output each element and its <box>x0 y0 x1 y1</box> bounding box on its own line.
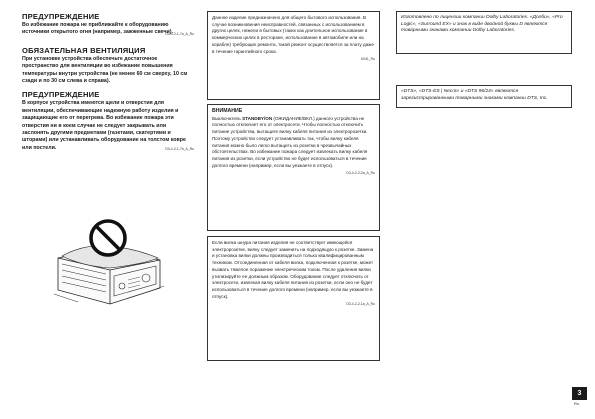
fire-warning-title: ПРЕДУПРЕЖДЕНИЕ <box>22 12 100 21</box>
fire-warning <box>22 12 194 36</box>
ventilation-section <box>22 46 194 86</box>
vent-warning-code: D3-4-2-1-7b_A_Ru <box>165 147 194 152</box>
dts-trademark-text: «DTS», «DTS-ES | Neo:6» и «DTS 96/24» являются зарегистрированными товарными знаками компании DTS, Inc. <box>401 89 548 101</box>
household-use-notice <box>207 11 380 100</box>
vent-warning-text: В корпусе устройства имеются щели и отверстия для вентиляции, обеспечивающие надежную работу изделия и защищающие его от перегрева. Во избежание пожара эти отверстия ни в коем случае не следует закрывать или заслонять другими предметами (газетами, скатертями и шторами) или устанавливать оборудование на толстом ковре или постели. <box>22 100 186 151</box>
fire-warning-code: D3-4-2-1-7a_A_Ru <box>165 31 194 36</box>
plug-replacement-code: D3-4-2-2-1a_A_Ru <box>346 302 375 307</box>
vent-warning-title: ПРЕДУПРЕЖДЕНИЕ <box>22 90 100 100</box>
prohibition-icon <box>91 221 125 255</box>
standby-caution-lead: Выключатель <box>212 115 243 121</box>
standby-caution-body: (ОЖИДАНИЕ/ВКЛ.) данного устройства не полностью отключает его от электросети. Чтобы полностью отключить питание устройства, вытащите вилку кабеля питания из электророзетки. Поэтому устройство следует устанавливать так, чтобы вилку кабеля питания можно было легко вытащить из розетки в чрезвычайных обстоятельствах. Во избежание пожара следует извлекать вилку кабеля питания из розетки, если устройство не будет использоваться в течение долгого времени (например, если вы уезжаете в отпуск). <box>212 115 368 168</box>
plug-replacement-text: Если вилка шнура питания изделия не соответствует имеющейся электророзетке, вилку следует заменить на подходящую к розетке. Замена и установка вилки должны производиться только квалифицированным техником. Отсоединенная от кабеля вилка, подключенная к розетке, может вызвать тяжелое поражение электрическим током. После удаления вилки утилизируйте ее должным образом. Оборудование следует отключать от электросети, извлекая вилку кабеля питания из розетки, если оно не будет использоваться в течение долгого времени (например, если вы уезжаете в отпуск). <box>212 240 374 299</box>
standby-caution-title: ВНИМАНИЕ <box>212 108 243 114</box>
page-number: 3 <box>572 387 587 400</box>
standby-caution-text <box>212 116 375 170</box>
standby-caution <box>207 104 380 231</box>
household-use-text: Данное изделие предназначено для общего бытового использования. В случае возникновения неисправностей, связанных с использованием в других целях, нежели в бытовых (таких как длительное использование в коммерческих целях в ресторане, использование в автомобиле или на корабле) требующих ремонта, такой ремонт осуществляется за плату даже в течение гарантийного срока. <box>212 15 374 54</box>
household-use-code: K041_Ru <box>360 57 375 62</box>
dolby-license-text: Изготовлено по лицензии компании Dolby Laboratories. «Долби», «Pro Logic», «Surround EX» и знак в виде двойной буквы D являются товарными знаками компании Dolby Laboratories. <box>401 15 563 34</box>
dolby-license-notice <box>396 11 572 54</box>
plug-replacement-notice <box>207 236 380 361</box>
ventilation-text: При установке устройства обеспечьте достаточное пространство для вентиляции во избежание повышения температуры внутри устройства (не менее 60 см сверху, 10 см сзади и по 30 см слева и справа). <box>22 55 188 85</box>
left-column <box>22 12 194 156</box>
language-code: Ru <box>574 401 580 406</box>
standby-key-label: STANDBY/ON <box>242 115 273 121</box>
dts-trademark-notice <box>396 85 572 108</box>
covered-receiver-illustration <box>48 218 170 310</box>
fire-warning-text: Во избежание пожара не приближайте к оборудованию источники открытого огня (например, зажженные свечи). <box>22 22 174 36</box>
ventilation-title: ОБЯЗАТЕЛЬНАЯ ВЕНТИЛЯЦИЯ <box>22 45 146 55</box>
standby-caution-code: D3-4-2-2-2a_A_Ru <box>346 171 375 176</box>
vent-warning <box>22 90 194 151</box>
